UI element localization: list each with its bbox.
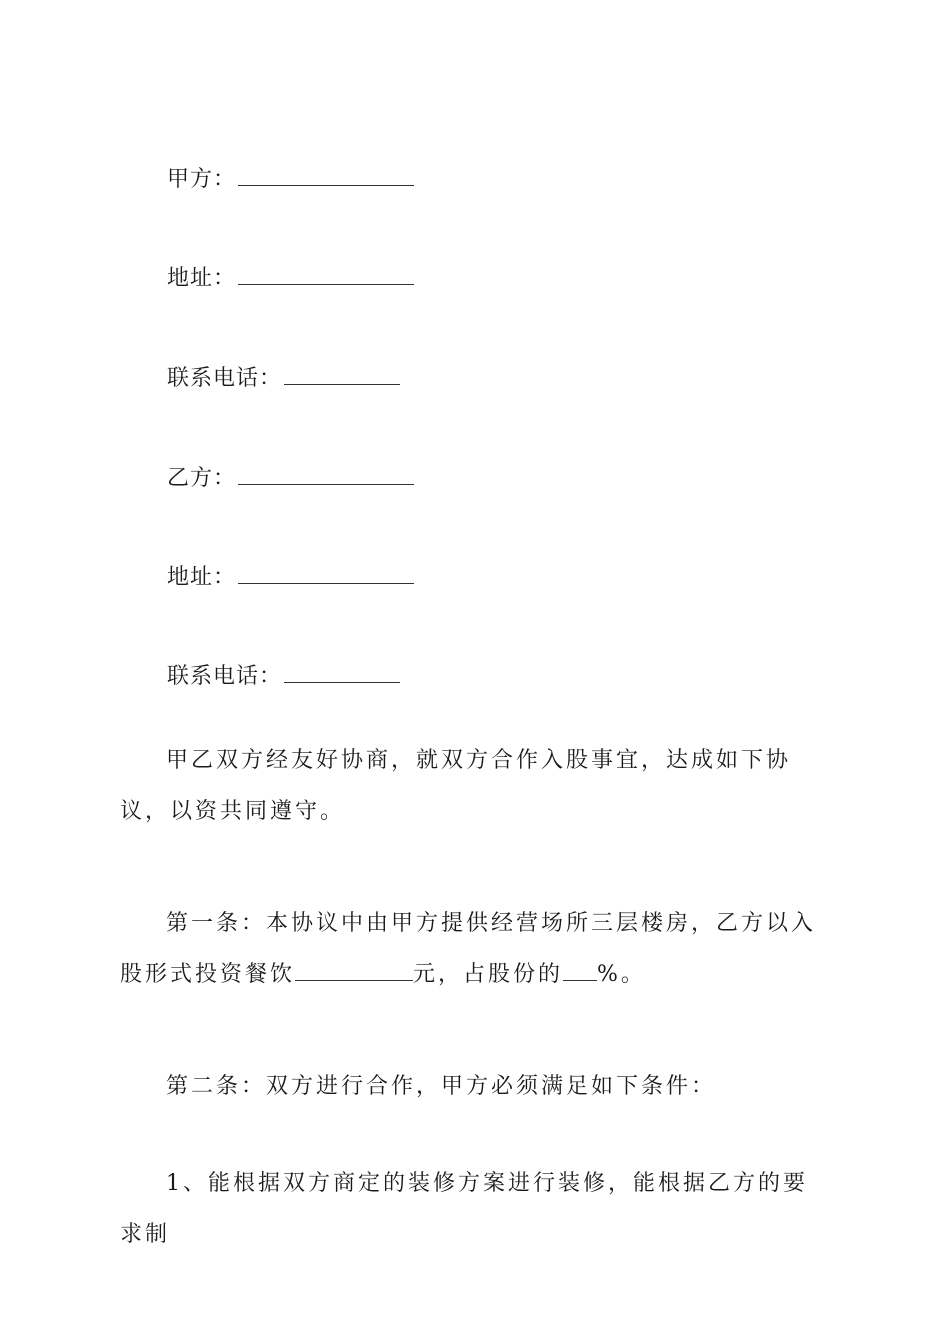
party-a-address-label: 地址： <box>167 266 237 291</box>
party-b-name-label: 乙方： <box>167 466 237 491</box>
article-1-text-before: 第一条：本协议中由甲方提供经营场所三层楼房，乙方以入股形式投资餐饮 <box>120 911 817 987</box>
party-b-phone-blank <box>284 660 400 683</box>
article-1-paragraph <box>120 898 832 1000</box>
party-a-name-blank <box>238 163 414 186</box>
article-2-paragraph: 第二条：双方进行合作，甲方必须满足如下条件： <box>166 1074 717 1099</box>
party-a-name-label: 甲方： <box>167 167 237 192</box>
party-b-name-blank <box>238 462 414 485</box>
clause-1-paragraph: 1、能根据双方商定的装修方案进行装修，能根据乙方的要求制 <box>120 1171 808 1247</box>
party-a-address-field <box>167 262 414 294</box>
party-a-address-blank <box>238 262 414 285</box>
party-b-phone-field <box>167 660 400 692</box>
party-a-name-field <box>167 163 414 195</box>
share-percent-blank <box>563 958 597 981</box>
party-b-address-label: 地址： <box>167 565 237 590</box>
article-1-text-after: %。 <box>597 962 646 987</box>
party-a-phone-field <box>167 362 400 394</box>
intro-paragraph: 甲乙双方经友好协商，就双方合作入股事宜，达成如下协议，以资共同遵守。 <box>120 748 792 824</box>
article-1-text-middle: 元，占股份的 <box>413 962 564 987</box>
party-b-name-field <box>167 462 414 494</box>
party-b-address-blank <box>238 561 414 584</box>
investment-amount-blank <box>295 958 413 981</box>
party-a-phone-label: 联系电话： <box>167 366 283 391</box>
party-b-phone-label: 联系电话： <box>167 664 283 689</box>
party-b-address-field <box>167 561 414 593</box>
party-a-phone-blank <box>284 362 400 385</box>
